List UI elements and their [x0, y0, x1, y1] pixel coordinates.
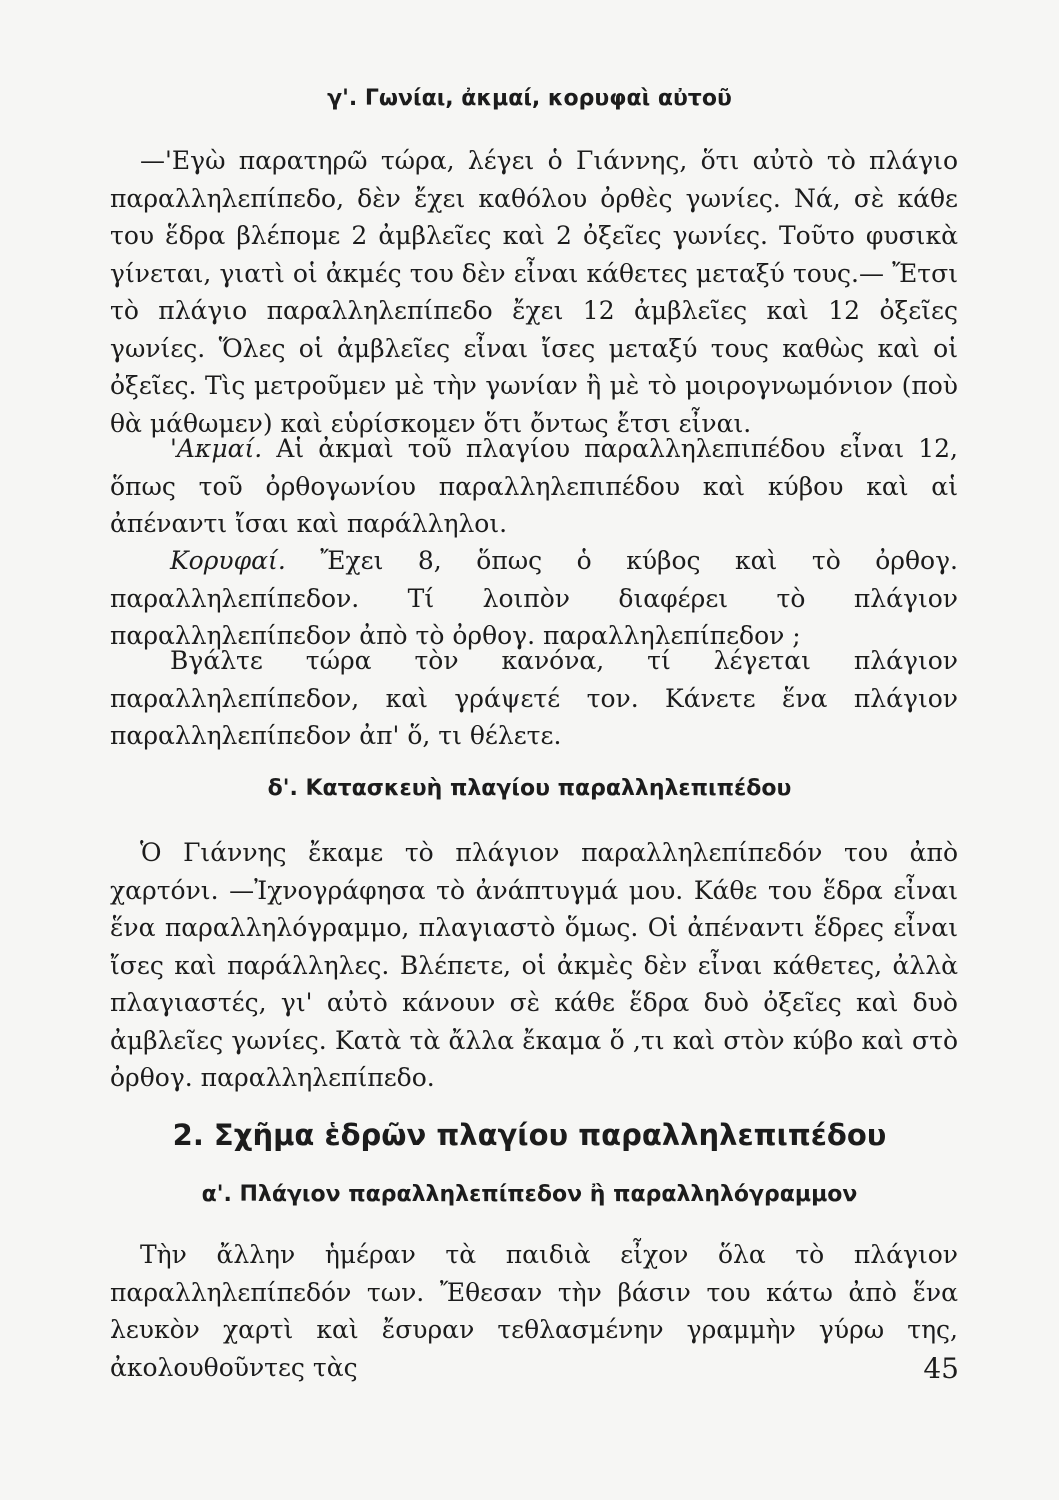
section-alpha-title: α'. Πλάγιον παραλληλεπίπεδον ἢ παραλληλόγραμμον [201, 1182, 858, 1207]
edges-text: Αἱ ἀκμαὶ τοῦ πλαγίου παραλληλεπιπέδου εἶναι 12, ὅπως τοῦ ὀρθογωνίου παραλληλεπιπέδου καὶ κύβου καὶ αἱ ἀπέναντι ἴσαι καὶ παράλληλοι. [110, 434, 958, 538]
page-number: 45 [923, 1352, 959, 1385]
chapter-title: 2. Σχῆμα ἑδρῶν πλαγίου παραλληλεπιπέδου [172, 1118, 887, 1152]
paragraph-edges [110, 430, 958, 543]
vertices-text: Ἔχει 8, ὅπως ὁ κύβος καὶ τὸ ὀρθογ. παραλληλεπίπεδον. Τί λοιπὸν διαφέρει τὸ πλάγιον παραλληλεπίπεδον ἀπὸ τὸ ὀρθογ. παραλληλεπίπεδον ; [110, 546, 958, 650]
paragraph-rule: Βγάλτε τώρα τὸν κανόνα, τί λέγεται πλάγιον παραλληλεπίπεδον, καὶ γράψετέ τον. Κάνετε ἕνα πλάγιον παραλληλεπίπεδον ἀπ' ὅ, τι θέλετε. [110, 646, 958, 750]
vertices-label: Κορυφαί. [170, 546, 286, 575]
section-gamma-title: γ'. Γωνίαι, ἀκμαί, κορυφαὶ αὐτοῦ [327, 86, 732, 111]
section-delta-title: δ'. Κατασκευὴ πλαγίου παραλληλεπιπέδου [267, 776, 792, 801]
edges-label: 'Ακμαί. [170, 434, 263, 463]
paragraph-construction: Ὁ Γιάννης ἔκαμε τὸ πλάγιον παραλληλεπίπεδόν του ἀπὸ χαρτόνι. —Ἰχνογράφησα τὸ ἀνάπτυγμά μου. Κάθε του ἕδρα εἶναι ἕνα παραλληλόγραμμο, πλαγιαστὸ ὅμως. Οἱ ἀπέναντι ἕδρες εἶναι ἴσες καὶ παράλληλες. Βλέπετε, οἱ ἀκμὲς δὲν εἶναι κάθετες, ἀλλὰ πλαγιαστές, γι' αὐτὸ κάνουν σὲ κάθε ἕδρα δυὸ ὀξεῖες καὶ δυὸ ἀμβλεῖες γωνίες. Κατὰ τὰ ἄλλα ἔκαμα ὅ ,τι καὶ στὸν κύβο καὶ στὸ ὀρθογ. παραλληλεπίπεδο. [110, 838, 958, 1092]
paragraph-faces: Τὴν ἄλλην ἡμέραν τὰ παιδιὰ εἶχον ὅλα τὸ πλάγιον παραλληλεπίπεδόν των. Ἔθεσαν τὴν βάσιν του κάτω ἀπὸ ἕνα λευκὸν χαρτὶ καὶ ἔσυραν τεθλασμένην γραμμὴν γύρω της, ἀκολουθοῦντες τὰς [110, 1240, 958, 1382]
paragraph-angles: —'Εγὼ παρατηρῶ τώρα, λέγει ὁ Γιάννης, ὅτι αὐτὸ τὸ πλάγιο παραλληλεπίπεδο, δὲν ἔχει καθόλου ὀρθὲς γωνίες. Νά, σὲ κάθε του ἕδρα βλέπομε 2 ἀμβλεῖες καὶ 2 ὀξεῖες γωνίες. Τοῦτο φυσικὰ γίνεται, γιατὶ οἱ ἀκμές του δὲν εἶναι κάθετες μεταξύ τους.— Ἔτσι τὸ πλάγιο παραλληλεπίπεδο ἔχει 12 ἀμβλεῖες καὶ 12 ὀξεῖες γωνίες. Ὅλες οἱ ἀμβλεῖες εἶναι ἴσες μεταξύ τους καθὼς καὶ οἱ ὀξεῖες. Τὶς μετροῦμεν μὲ τὴν γωνίαν ἢ μὲ τὸ μοιρογνωμόνιον (ποὺ θὰ μάθωμεν) καὶ εὑρίσκομεν ὅτι ὄντως ἔτσι εἶναι. [110, 146, 958, 438]
paragraph-vertices [110, 542, 958, 655]
